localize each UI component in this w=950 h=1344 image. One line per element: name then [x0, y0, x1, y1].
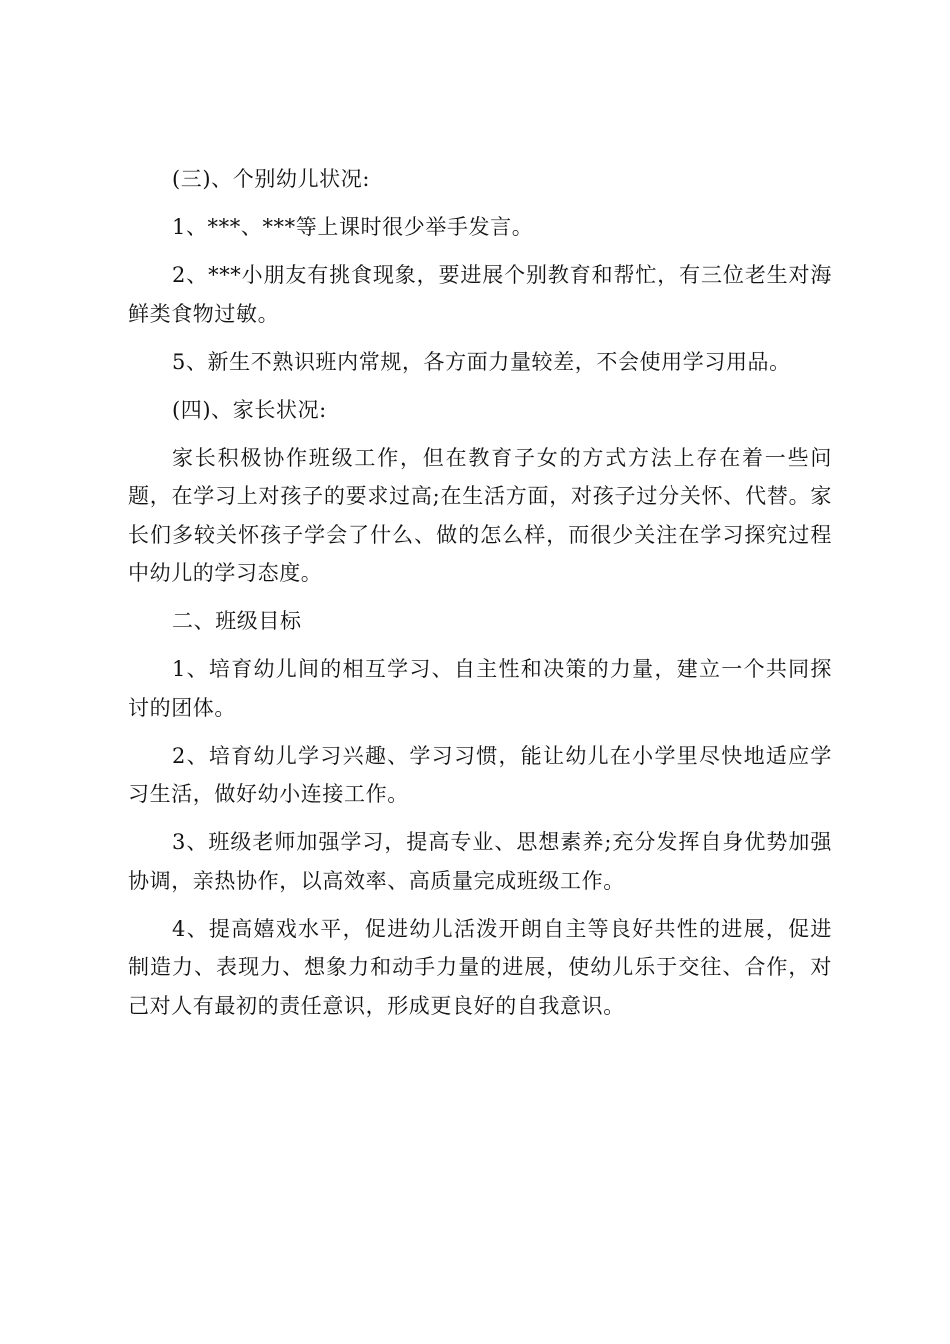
- paragraph: 5、新生不熟识班内常规，各方面力量较差，不会使用学习用品。: [172, 349, 791, 374]
- section-heading-class-goals: 二、班级目标: [172, 609, 302, 633]
- paragraph: 1、培育幼儿间的相互学习、自主性和决策的力量，建立一个共同探讨的团体。: [128, 657, 832, 720]
- paragraph: 1、***、***等上课时很少举手发言。: [172, 215, 534, 239]
- paragraph: 2、***小朋友有挑食现象，要进展个别教育和帮忙，有三位老生对海鲜类食物过敏。: [128, 263, 832, 326]
- paragraph: 家长积极协作班级工作，但在教育子女的方式方法上存在着一些问题，在学习上对孩子的要求过高;在生活方面，对孩子过分关怀、代替。家长们多较关怀孩子学会了什么、做的怎么样，而很少关注在学习探究过程中幼儿的学习态度。: [128, 445, 832, 585]
- paragraph: 3、班级老师加强学习，提高专业、思想素养;充分发挥自身优势加强协调，亲热协作，以高效率、高质量完成班级工作。: [128, 830, 832, 893]
- paragraph: 2、培育幼儿学习兴趣、学习习惯，能让幼儿在小学里尽快地适应学习生活，做好幼小连接工作。: [128, 743, 832, 806]
- document-body: [128, 160, 832, 1035]
- paragraph: 4、提高嬉戏水平，促进幼儿活泼开朗自主等良好共性的进展，促进制造力、表现力、想象力和动手力量的进展，使幼儿乐于交往、合作，对己对人有最初的责任意识，形成更良好的自我意识。: [128, 916, 832, 1018]
- section-heading-individual-children: (三)、个别幼儿状况:: [172, 167, 371, 191]
- section-heading-parents: (四)、家长状况:: [172, 397, 327, 422]
